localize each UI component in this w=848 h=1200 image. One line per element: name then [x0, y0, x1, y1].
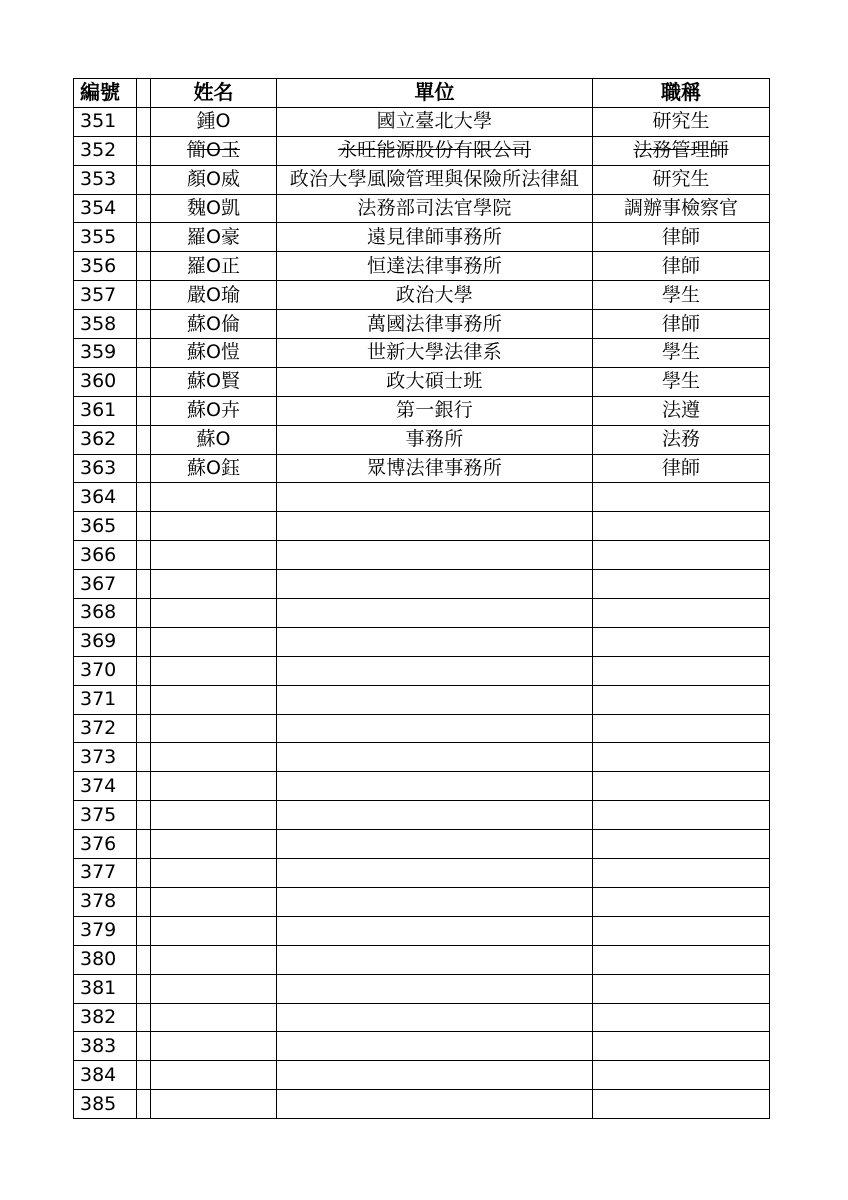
- cell-number: 351: [74, 107, 137, 136]
- cell-name: [151, 627, 277, 656]
- cell-title: [593, 859, 770, 888]
- cell-number: 358: [74, 310, 137, 339]
- cell-number: 371: [74, 685, 137, 714]
- table-row: [74, 801, 770, 830]
- cell-name: 蘇O鈺: [151, 454, 277, 483]
- table-row: [74, 772, 770, 801]
- table-row: [74, 1061, 770, 1090]
- cell-name: [151, 1061, 277, 1090]
- cell-spacer: [137, 396, 151, 425]
- cell-title: [593, 772, 770, 801]
- cell-unit: [277, 830, 593, 859]
- cell-name: [151, 685, 277, 714]
- cell-spacer: [137, 252, 151, 281]
- cell-spacer: [137, 367, 151, 396]
- table-row: [74, 887, 770, 916]
- cell-title: 研究生: [593, 165, 770, 194]
- cell-title: [593, 830, 770, 859]
- cell-spacer: [137, 1090, 151, 1119]
- cell-spacer: [137, 223, 151, 252]
- cell-title: 律師: [593, 454, 770, 483]
- cell-title: 研究生: [593, 107, 770, 136]
- cell-spacer: [137, 107, 151, 136]
- table-row: [74, 685, 770, 714]
- cell-unit: [277, 887, 593, 916]
- cell-number: 380: [74, 945, 137, 974]
- header-row: [74, 79, 770, 108]
- cell-unit: 國立臺北大學: [277, 107, 593, 136]
- cell-spacer: [137, 1061, 151, 1090]
- cell-unit: [277, 945, 593, 974]
- cell-number: 352: [74, 136, 137, 165]
- cell-title: 法務: [593, 425, 770, 454]
- cell-number: 373: [74, 743, 137, 772]
- cell-title: [593, 743, 770, 772]
- cell-name: [151, 830, 277, 859]
- cell-title: [593, 512, 770, 541]
- table-row: [74, 859, 770, 888]
- cell-unit: [277, 627, 593, 656]
- cell-name: [151, 483, 277, 512]
- cell-unit: [277, 599, 593, 628]
- cell-spacer: [137, 801, 151, 830]
- cell-name: 蘇O卉: [151, 396, 277, 425]
- table-row: [74, 252, 770, 281]
- cell-spacer: [137, 194, 151, 223]
- cell-title: [593, 1090, 770, 1119]
- table-row: [74, 136, 770, 165]
- cell-unit: 政大碩士班: [277, 367, 593, 396]
- cell-number: 377: [74, 859, 137, 888]
- header-number: 編號: [74, 79, 137, 108]
- cell-unit: [277, 974, 593, 1003]
- cell-number: 361: [74, 396, 137, 425]
- cell-number: 376: [74, 830, 137, 859]
- registration-table: [73, 78, 770, 1119]
- cell-name: 蘇O: [151, 425, 277, 454]
- cell-spacer: [137, 454, 151, 483]
- cell-title: [593, 570, 770, 599]
- cell-spacer: [137, 859, 151, 888]
- cell-title: [593, 483, 770, 512]
- cell-number: 353: [74, 165, 137, 194]
- cell-number: 363: [74, 454, 137, 483]
- table-row: [74, 281, 770, 310]
- table-row: [74, 107, 770, 136]
- cell-spacer: [137, 656, 151, 685]
- cell-unit: 事務所: [277, 425, 593, 454]
- cell-title: [593, 714, 770, 743]
- cell-name: [151, 1090, 277, 1119]
- cell-title: [593, 945, 770, 974]
- cell-unit: 眾博法律事務所: [277, 454, 593, 483]
- cell-spacer: [137, 541, 151, 570]
- cell-number: 354: [74, 194, 137, 223]
- table-row: [74, 194, 770, 223]
- cell-title: [593, 627, 770, 656]
- cell-number: 368: [74, 599, 137, 628]
- cell-number: 360: [74, 367, 137, 396]
- cell-name: [151, 714, 277, 743]
- cell-number: 378: [74, 887, 137, 916]
- cell-unit: [277, 512, 593, 541]
- cell-name: 鍾O: [151, 107, 277, 136]
- table-row: [74, 743, 770, 772]
- cell-title: 律師: [593, 310, 770, 339]
- cell-title: [593, 801, 770, 830]
- cell-number: 383: [74, 1032, 137, 1061]
- cell-spacer: [137, 714, 151, 743]
- cell-unit: 政治大學: [277, 281, 593, 310]
- cell-name: [151, 974, 277, 1003]
- table-row: [74, 916, 770, 945]
- cell-name: 羅O正: [151, 252, 277, 281]
- cell-spacer: [137, 627, 151, 656]
- cell-name: [151, 1032, 277, 1061]
- cell-number: 374: [74, 772, 137, 801]
- cell-unit: [277, 656, 593, 685]
- cell-spacer: [137, 685, 151, 714]
- cell-title: 法務管理師: [593, 136, 770, 165]
- cell-spacer: [137, 136, 151, 165]
- table-body: [74, 107, 770, 1118]
- cell-number: 384: [74, 1061, 137, 1090]
- cell-title: 學生: [593, 339, 770, 368]
- cell-title: 法遵: [593, 396, 770, 425]
- cell-spacer: [137, 165, 151, 194]
- table-row: [74, 223, 770, 252]
- cell-name: 蘇O愷: [151, 339, 277, 368]
- table-row: [74, 541, 770, 570]
- cell-unit: [277, 859, 593, 888]
- cell-spacer: [137, 945, 151, 974]
- table-row: [74, 396, 770, 425]
- header-unit: 單位: [277, 79, 593, 108]
- cell-number: 366: [74, 541, 137, 570]
- cell-number: 364: [74, 483, 137, 512]
- table-row: [74, 512, 770, 541]
- cell-number: 382: [74, 1003, 137, 1032]
- cell-name: 嚴O瑜: [151, 281, 277, 310]
- table-row: [74, 339, 770, 368]
- cell-number: 372: [74, 714, 137, 743]
- cell-unit: 法務部司法官學院: [277, 194, 593, 223]
- cell-name: [151, 656, 277, 685]
- cell-unit: [277, 1090, 593, 1119]
- cell-unit: 第一銀行: [277, 396, 593, 425]
- cell-title: [593, 656, 770, 685]
- cell-unit: 政治大學風險管理與保險所法律組: [277, 165, 593, 194]
- cell-unit: [277, 916, 593, 945]
- cell-unit: [277, 483, 593, 512]
- cell-name: [151, 887, 277, 916]
- cell-name: [151, 916, 277, 945]
- cell-title: [593, 599, 770, 628]
- cell-unit: [277, 1032, 593, 1061]
- table-row: [74, 974, 770, 1003]
- cell-spacer: [137, 599, 151, 628]
- table-row: [74, 483, 770, 512]
- cell-name: [151, 859, 277, 888]
- cell-unit: [277, 541, 593, 570]
- cell-title: 律師: [593, 252, 770, 281]
- cell-name: [151, 570, 277, 599]
- cell-number: 357: [74, 281, 137, 310]
- cell-unit: [277, 1003, 593, 1032]
- cell-spacer: [137, 281, 151, 310]
- cell-number: 356: [74, 252, 137, 281]
- cell-name: [151, 743, 277, 772]
- cell-name: 顏O威: [151, 165, 277, 194]
- cell-unit: [277, 743, 593, 772]
- cell-title: [593, 916, 770, 945]
- cell-number: 367: [74, 570, 137, 599]
- cell-spacer: [137, 570, 151, 599]
- table-row: [74, 165, 770, 194]
- cell-name: [151, 945, 277, 974]
- cell-spacer: [137, 974, 151, 1003]
- cell-spacer: [137, 887, 151, 916]
- cell-spacer: [137, 512, 151, 541]
- cell-number: 375: [74, 801, 137, 830]
- cell-name: [151, 512, 277, 541]
- cell-title: [593, 1032, 770, 1061]
- table-row: [74, 1090, 770, 1119]
- cell-name: 蘇O倫: [151, 310, 277, 339]
- cell-name: 蘇O賢: [151, 367, 277, 396]
- table-row: [74, 714, 770, 743]
- cell-title: [593, 1061, 770, 1090]
- table-row: [74, 1032, 770, 1061]
- table-row: [74, 945, 770, 974]
- cell-spacer: [137, 830, 151, 859]
- cell-title: 學生: [593, 367, 770, 396]
- cell-spacer: [137, 483, 151, 512]
- cell-name: 魏O凱: [151, 194, 277, 223]
- cell-unit: [277, 570, 593, 599]
- cell-title: [593, 1003, 770, 1032]
- cell-name: [151, 801, 277, 830]
- cell-title: [593, 685, 770, 714]
- table-row: [74, 830, 770, 859]
- cell-spacer: [137, 425, 151, 454]
- cell-spacer: [137, 743, 151, 772]
- cell-title: [593, 974, 770, 1003]
- cell-spacer: [137, 1032, 151, 1061]
- cell-number: 362: [74, 425, 137, 454]
- cell-title: [593, 887, 770, 916]
- cell-number: 355: [74, 223, 137, 252]
- cell-unit: 遠見律師事務所: [277, 223, 593, 252]
- cell-number: 379: [74, 916, 137, 945]
- cell-unit: [277, 714, 593, 743]
- table-row: [74, 656, 770, 685]
- table-row: [74, 570, 770, 599]
- cell-number: 381: [74, 974, 137, 1003]
- cell-unit: [277, 772, 593, 801]
- cell-unit: [277, 1061, 593, 1090]
- cell-spacer: [137, 916, 151, 945]
- cell-spacer: [137, 1003, 151, 1032]
- table-row: [74, 425, 770, 454]
- cell-name: [151, 772, 277, 801]
- cell-unit: 萬國法律事務所: [277, 310, 593, 339]
- cell-number: 365: [74, 512, 137, 541]
- cell-number: 369: [74, 627, 137, 656]
- cell-name: [151, 599, 277, 628]
- header-name: 姓名: [151, 79, 277, 108]
- cell-title: 調辦事檢察官: [593, 194, 770, 223]
- cell-unit: 世新大學法律系: [277, 339, 593, 368]
- cell-spacer: [137, 772, 151, 801]
- cell-unit: [277, 685, 593, 714]
- cell-name: [151, 1003, 277, 1032]
- cell-name: 簡O玉: [151, 136, 277, 165]
- table-row: [74, 1003, 770, 1032]
- cell-spacer: [137, 310, 151, 339]
- table-row: [74, 367, 770, 396]
- cell-title: [593, 541, 770, 570]
- cell-name: [151, 541, 277, 570]
- header-spacer: [137, 79, 151, 108]
- cell-spacer: [137, 339, 151, 368]
- cell-unit: 恒達法律事務所: [277, 252, 593, 281]
- cell-number: 385: [74, 1090, 137, 1119]
- cell-title: 學生: [593, 281, 770, 310]
- cell-title: 律師: [593, 223, 770, 252]
- cell-number: 370: [74, 656, 137, 685]
- table-row: [74, 599, 770, 628]
- table-row: [74, 454, 770, 483]
- cell-name: 羅O豪: [151, 223, 277, 252]
- cell-number: 359: [74, 339, 137, 368]
- cell-unit: 永旺能源股份有限公司: [277, 136, 593, 165]
- cell-unit: [277, 801, 593, 830]
- header-title: 職稱: [593, 79, 770, 108]
- table-row: [74, 627, 770, 656]
- table-row: [74, 310, 770, 339]
